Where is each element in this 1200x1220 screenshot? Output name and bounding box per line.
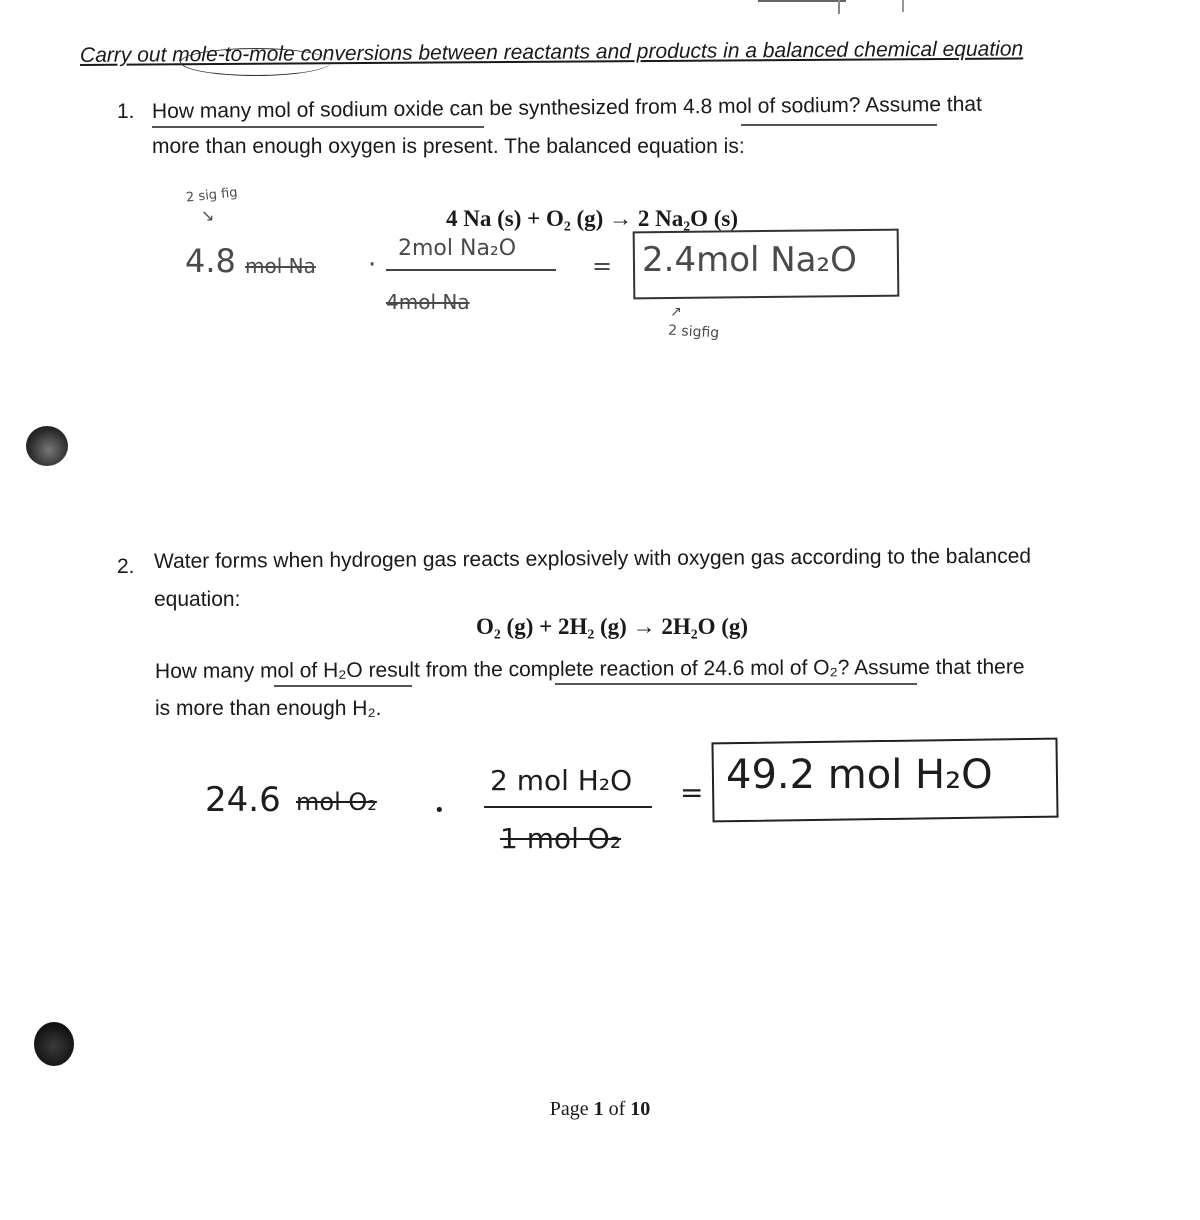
q2-line1: Water forms when hydrogen gas reacts explosively with oxygen gas according to the balanced — [153, 544, 1032, 573]
q2-line2: equation: — [154, 588, 241, 611]
q1-fraction-bar — [386, 269, 556, 271]
q1-hand-sigfig-bottom: 2 sigfig — [667, 322, 720, 342]
footer-of-word: of — [608, 1098, 626, 1120]
q1-hand-numerator: 2mol Na₂O — [398, 236, 517, 261]
binder-hole-bottom — [34, 1022, 74, 1066]
q1-hand-given: 4.8 — [185, 242, 236, 280]
q1-hand-given-unit: mol Na — [245, 254, 316, 278]
footer-page-total: 10 — [630, 1098, 651, 1120]
binder-hole-top — [26, 426, 68, 466]
q1-balanced-equation: 4 Na (s) + O₂ (g) → 2 Na₂O (s) — [446, 206, 739, 231]
q1-line2: more than enough oxygen is present. The balanced equation is: — [152, 135, 745, 158]
q1-hand-answer: 2.4mol Na₂O — [642, 240, 857, 280]
q2-line4: is more than enough H₂. — [155, 697, 382, 720]
q1-hand-arrow-top: ↘ — [201, 206, 215, 225]
q2-number: 2. — [117, 555, 135, 578]
q2-hand-numerator: 2 mol H₂O — [490, 764, 633, 797]
page-heading: Carry out mole-to-mole conversions between reactants and products in a balanced chemical equation — [79, 37, 1024, 67]
q1-hand-dot: · — [368, 250, 377, 280]
page-footer — [0, 1098, 1200, 1121]
q1-number: 1. — [117, 100, 135, 123]
q2-hand-given: 24.6 — [205, 780, 281, 820]
q2-hand-equals: = — [680, 776, 704, 809]
q1-line1: How many mol of sodium oxide can be synthesized from 4.8 mol of sodium? Assume that — [151, 92, 982, 123]
q1-hand-sigfig-top: 2 sig fig — [185, 185, 239, 206]
q2-line3: How many mol of H₂O result from the complete reaction of 24.6 mol of O₂? Assume that there — [154, 655, 1025, 683]
q2-underline-complete — [555, 683, 917, 685]
q2-underline-mol — [274, 685, 412, 687]
footer-page-word: Page — [549, 1098, 589, 1120]
q2-hand-dot: • — [434, 800, 445, 821]
q1-underline-sodium — [741, 124, 937, 126]
q2-hand-denominator: 1 mol O₂ — [500, 822, 622, 855]
top-edge-tick-2 — [902, 0, 904, 12]
q1-hand-arrow-bottom: ↗ — [670, 304, 682, 320]
q2-hand-answer: 49.2 mol H₂O — [726, 752, 993, 798]
q1-hand-denominator: 4mol Na — [386, 290, 470, 314]
q1-underline-mol — [152, 126, 484, 128]
footer-page-number: 1 — [593, 1098, 604, 1120]
top-edge-mark — [758, 0, 846, 2]
q2-hand-given-unit: mol O₂ — [296, 788, 377, 816]
q2-fraction-bar — [484, 806, 652, 808]
q2-balanced-equation: O₂ (g) + 2H₂ (g) → 2H₂O (g) — [476, 614, 749, 639]
q1-hand-equals: = — [592, 252, 613, 280]
heading-circle-mark — [180, 48, 331, 76]
top-edge-tick — [838, 0, 840, 14]
